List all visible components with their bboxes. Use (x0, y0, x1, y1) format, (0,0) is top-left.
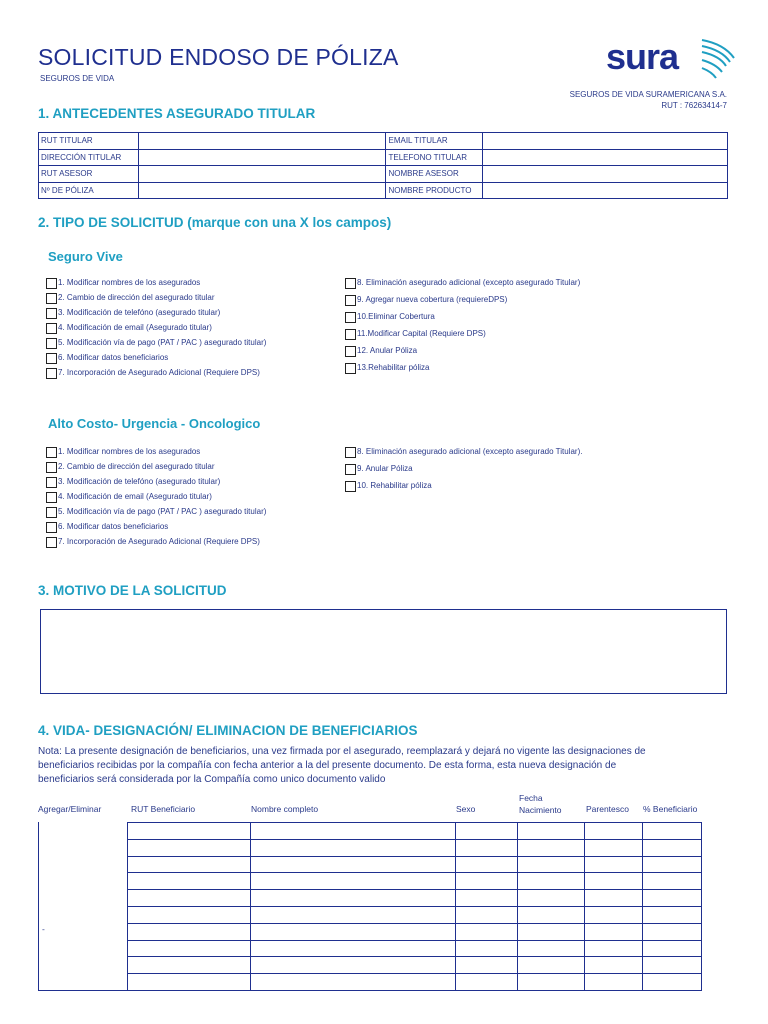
agregar-column-line (38, 822, 39, 990)
checkbox-label: 10.Eliminar Cobertura (357, 312, 435, 321)
info-field[interactable] (483, 182, 728, 199)
info-field[interactable] (483, 149, 728, 166)
info-field[interactable] (138, 166, 386, 183)
grid-row-line (127, 923, 702, 924)
info-label: DIRECCIÓN TITULAR (39, 149, 139, 166)
checkbox-label: 13.Rehabilitar póliza (357, 363, 430, 372)
alto-costo-options-right (345, 446, 582, 497)
col-parentesco: Parentesco (586, 804, 629, 814)
col-nombre-completo: Nombre completo (251, 804, 319, 814)
info-field[interactable] (483, 133, 728, 150)
checkbox-option[interactable] (46, 277, 266, 292)
checkbox-option[interactable] (46, 536, 266, 551)
info-field[interactable] (138, 149, 386, 166)
checkbox[interactable] (46, 447, 57, 458)
info-label: NOMBRE PRODUCTO (386, 182, 483, 199)
checkbox[interactable] (345, 346, 356, 357)
checkbox-option[interactable] (46, 461, 266, 476)
info-field[interactable] (138, 133, 386, 150)
info-field[interactable] (138, 182, 386, 199)
checkbox-label: 4. Modificación de email (Asegurado titular) (58, 323, 212, 332)
grid-row-line (127, 872, 702, 873)
col-fecha-line2: Nacimiento (519, 805, 562, 815)
info-row (39, 182, 728, 199)
info-label: RUT ASESOR (39, 166, 139, 183)
grid-row-line (127, 856, 702, 857)
checkbox[interactable] (345, 278, 356, 289)
checkbox-label: 2. Cambio de dirección del asegurado titular (58, 462, 215, 471)
checkbox-option[interactable] (345, 311, 580, 328)
checkbox-option[interactable] (345, 446, 582, 463)
grid-row-line (127, 839, 702, 840)
section2-title: 2. TIPO DE SOLICITUD (marque con una X los campos) (38, 215, 392, 230)
checkbox[interactable] (46, 338, 57, 349)
checkbox-label: 5. Modificación vía de pago (PAT / PAC ) asegurado titular) (58, 507, 267, 516)
checkbox[interactable] (345, 312, 356, 323)
checkbox-option[interactable] (46, 352, 266, 367)
checkbox[interactable] (46, 323, 57, 334)
checkbox[interactable] (345, 481, 356, 492)
checkbox[interactable] (46, 293, 57, 304)
grid-bottom-line (38, 990, 702, 991)
section4-title: 4. VIDA- DESIGNACIÓN/ ELIMINACION DE BENEFICIARIOS (38, 723, 418, 738)
checkbox-option[interactable] (46, 521, 266, 536)
logo-wing-icon (698, 36, 738, 82)
checkbox-option[interactable] (46, 367, 266, 382)
col-fecha-line1: Fecha (519, 793, 543, 803)
group-seguro-vive-title: Seguro Vive (48, 249, 123, 264)
checkbox-label: 1. Modificar nombres de los asegurados (58, 278, 201, 287)
beneficiarios-grid[interactable] (127, 822, 702, 990)
grid-row-line (127, 956, 702, 957)
checkbox-option[interactable] (345, 463, 582, 480)
checkbox-option[interactable] (46, 446, 266, 461)
grid-row-line (127, 906, 702, 907)
checkbox[interactable] (345, 447, 356, 458)
col-sexo: Sexo (456, 804, 476, 814)
col-porcentaje: % Beneficiario (643, 804, 698, 814)
checkbox-label: 3. Modificación de telefóno (asegurado titular) (58, 477, 221, 486)
col-fecha-nacimiento (519, 792, 562, 816)
checkbox[interactable] (46, 522, 57, 533)
checkbox[interactable] (345, 464, 356, 475)
info-label: Nº DE PÓLIZA (39, 182, 139, 199)
grid-row-line (127, 940, 702, 941)
checkbox-option[interactable] (46, 337, 266, 352)
info-field[interactable] (483, 166, 728, 183)
checkbox-option[interactable] (345, 345, 580, 362)
grid-row-line (127, 973, 702, 974)
checkbox-label: 8. Eliminación asegurado adicional (excepto asegurado Titular). (357, 447, 583, 456)
info-label: TELEFONO TITULAR (386, 149, 483, 166)
checkbox-option[interactable] (345, 328, 580, 345)
checkbox-label: 9. Agregar nueva cobertura (requiereDPS) (357, 295, 508, 304)
checkbox-option[interactable] (46, 491, 266, 506)
section1-title: 1. ANTECEDENTES ASEGURADO TITULAR (38, 106, 316, 121)
company-name: SEGUROS DE VIDA SURAMERICANA S.A. (569, 90, 727, 99)
checkbox[interactable] (46, 507, 57, 518)
checkbox-label: 11.Modificar Capital (Requiere DPS) (357, 329, 486, 338)
checkbox-option[interactable] (46, 476, 266, 491)
sura-logo (606, 36, 734, 84)
company-rut: RUT : 76263414-7 (661, 101, 727, 110)
info-label: NOMBRE ASESOR (386, 166, 483, 183)
company-info (570, 89, 727, 111)
checkbox-option[interactable] (46, 307, 266, 322)
checkbox[interactable] (46, 308, 57, 319)
checkbox[interactable] (345, 329, 356, 340)
grid-row-line (127, 822, 702, 823)
checkbox-option[interactable] (345, 277, 580, 294)
checkbox[interactable] (46, 353, 57, 364)
agregar-dash: - (42, 924, 45, 934)
checkbox[interactable] (46, 537, 57, 548)
checkbox-label: 1. Modificar nombres de los asegurados (58, 447, 201, 456)
checkbox-label: 6. Modificar datos beneficiarios (58, 353, 169, 362)
checkbox[interactable] (46, 462, 57, 473)
checkbox-label: 10. Rehabilitar póliza (357, 481, 432, 490)
checkbox-option[interactable] (46, 292, 266, 307)
checkbox[interactable] (46, 368, 57, 379)
checkbox-option[interactable] (46, 322, 266, 337)
checkbox-option[interactable] (345, 362, 580, 379)
section3-title: 3. MOTIVO DE LA SOLICITUD (38, 583, 227, 598)
titular-info-table (38, 132, 728, 199)
checkbox-label: 8. Eliminación asegurado adicional (excepto asegurado Titular) (357, 278, 581, 287)
info-label: EMAIL TITULAR (386, 133, 483, 150)
info-row (39, 133, 728, 150)
checkbox-option[interactable] (345, 480, 582, 497)
seguro-vive-options-right (345, 277, 580, 379)
checkbox[interactable] (345, 295, 356, 306)
col-agregar-eliminar: Agregar/Eliminar (38, 804, 102, 814)
checkbox[interactable] (46, 477, 57, 488)
checkbox[interactable] (345, 363, 356, 374)
checkbox[interactable] (46, 278, 57, 289)
checkbox-label: 6. Modificar datos beneficiarios (58, 522, 169, 531)
info-row (39, 149, 728, 166)
page-title: SOLICITUD ENDOSO DE PÓLIZA (38, 44, 399, 70)
checkbox-label: 9. Anular Póliza (357, 464, 413, 473)
checkbox-label: 5. Modificación vía de pago (PAT / PAC ) asegurado titular) (58, 338, 267, 347)
grid-row-line (127, 889, 702, 890)
motivo-textarea[interactable] (40, 609, 727, 694)
checkbox-label: 7. Incorporación de Asegurado Adicional (Requiere DPS) (58, 537, 260, 546)
info-row (39, 166, 728, 183)
logo-text: sura (606, 36, 679, 77)
checkbox[interactable] (46, 492, 57, 503)
page-subtitle: SEGUROS DE VIDA (40, 74, 115, 83)
info-label: RUT TITULAR (39, 133, 139, 150)
group-alto-costo-title: Alto Costo- Urgencia - Oncologico (48, 416, 261, 431)
checkbox-option[interactable] (345, 294, 580, 311)
checkbox-label: 12. Anular Póliza (357, 346, 418, 355)
checkbox-label: 7. Incorporación de Asegurado Adicional (Requiere DPS) (58, 368, 260, 377)
seguro-vive-options-left (46, 277, 266, 382)
checkbox-label: 3. Modificación de telefóno (asegurado titular) (58, 308, 221, 317)
checkbox-option[interactable] (46, 506, 266, 521)
alto-costo-options-left (46, 446, 266, 551)
checkbox-label: 4. Modificación de email (Asegurado titular) (58, 492, 212, 501)
checkbox-label: 2. Cambio de dirección del asegurado titular (58, 293, 215, 302)
col-rut-beneficiario: RUT Beneficiario (131, 804, 196, 814)
beneficiarios-note: Nota: La presente designación de beneficiarios, una vez firmada por el asegurado, reemplazará y dejará no vigente las designaciones de beneficiarios recibidas por la compañía con fecha anterior a la del presente documento. De esta forma, esta nueva designación de beneficiarios será considerada por la Compañía como unico documento valido (38, 746, 646, 785)
